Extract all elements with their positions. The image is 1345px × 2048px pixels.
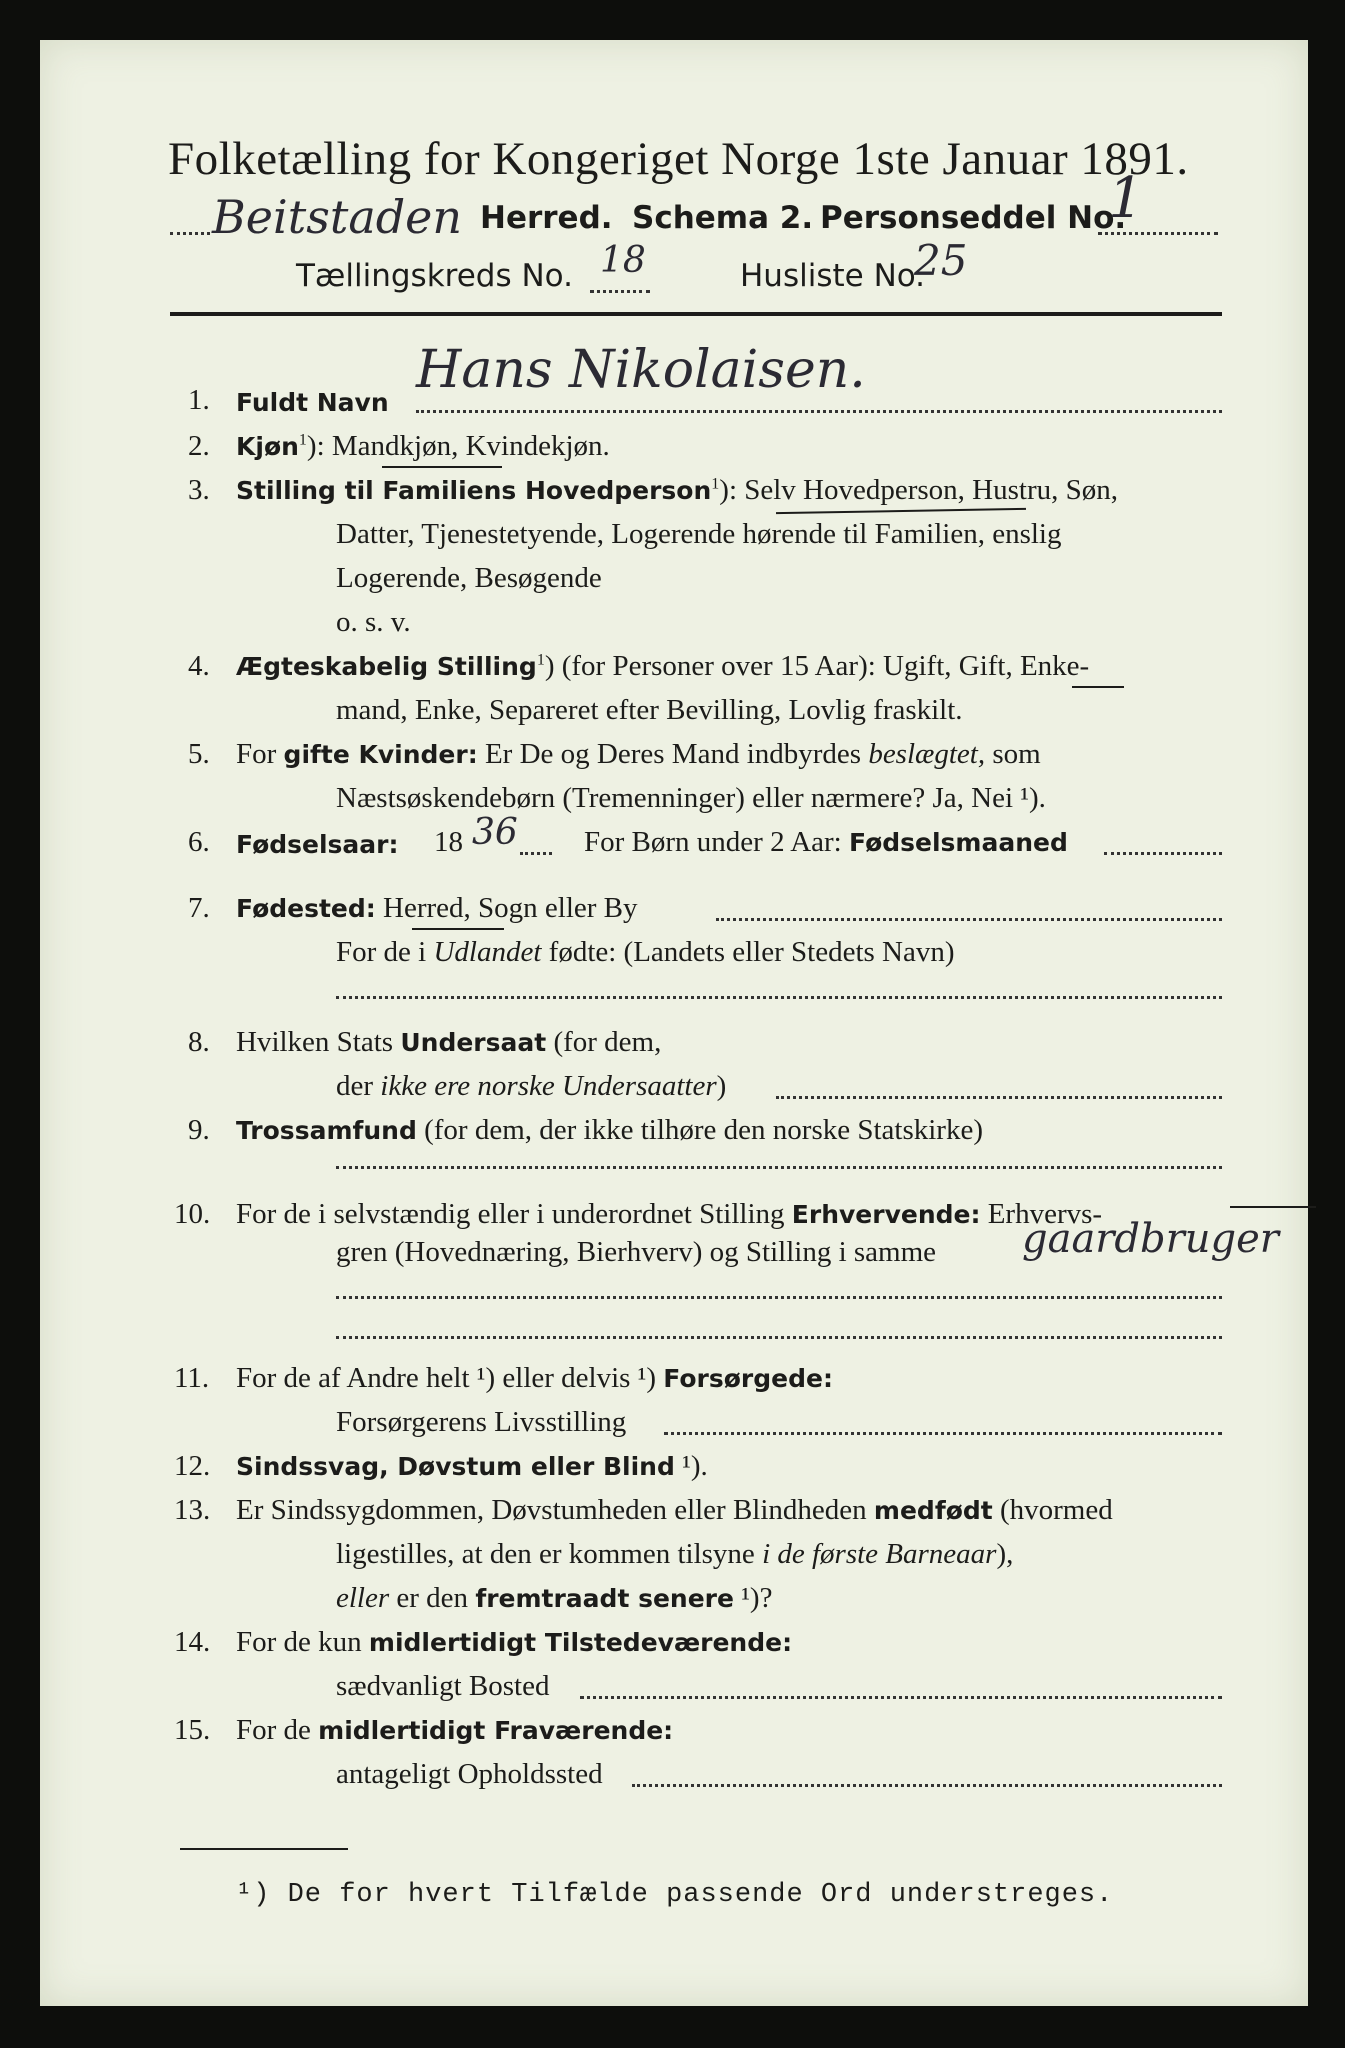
q8-dotted-line bbox=[776, 1096, 1222, 1099]
q10-margin-stroke bbox=[1230, 1206, 1316, 1208]
herred-label: Herred. bbox=[480, 200, 613, 236]
q15-dotted-line bbox=[632, 1784, 1222, 1787]
q3-text: ): Selv Hovedperson, Hustru, Søn, bbox=[719, 474, 1119, 506]
q3-line3: Logerende, Besøgende bbox=[336, 562, 602, 594]
q3-sup: 1 bbox=[711, 475, 720, 493]
q9-dotted-line bbox=[336, 1166, 1222, 1169]
q11-line2: Forsørgerens Livsstilling bbox=[336, 1406, 627, 1438]
q3-underline-mark bbox=[776, 508, 1026, 514]
q9-text: (for dem, der ikke tilhøre den norske Statskirke) bbox=[416, 1114, 983, 1146]
q14-line2: sædvanligt Bosted bbox=[336, 1670, 550, 1702]
q13-line2 bbox=[336, 1538, 1013, 1571]
q8-label: Undersaat bbox=[400, 1028, 547, 1057]
q7-line1 bbox=[236, 892, 638, 925]
q13-line2-a: ligestilles, at den er kommen tilsyne bbox=[336, 1538, 763, 1570]
q2-label: Kjøn bbox=[236, 432, 299, 461]
footnote-text: ¹) De for hvert Tilfælde passende Ord understreges. bbox=[236, 1880, 1114, 1910]
q14-line1 bbox=[236, 1626, 792, 1659]
q10-pre: For de i selvstændig eller i underordnet Stilling bbox=[236, 1198, 792, 1230]
footnote-rule bbox=[180, 1848, 348, 1850]
q5-number: 5. bbox=[188, 738, 210, 770]
q6-year-value: 36 bbox=[472, 812, 518, 853]
q10-label: Erhvervende: bbox=[791, 1200, 981, 1229]
q13-line3-b: ¹)? bbox=[733, 1582, 773, 1614]
herred-dotted-line bbox=[170, 232, 210, 235]
q10-number: 10. bbox=[174, 1198, 211, 1230]
q7-line2-b: fødte: (Landets eller Stedets Navn) bbox=[541, 936, 955, 968]
q10-text: Erhvervs- bbox=[980, 1198, 1103, 1230]
q13-text: (hvormed bbox=[992, 1494, 1113, 1526]
q1-dotted-line bbox=[416, 410, 1222, 413]
herred-value: Beitstaden bbox=[212, 190, 463, 244]
q7-line2-italic: Udlandet bbox=[433, 936, 542, 968]
q8-line1 bbox=[236, 1026, 661, 1059]
q13-number: 13. bbox=[174, 1494, 211, 1526]
q6-label: Fødselsaar: bbox=[236, 830, 399, 859]
q5-text: Er De og Deres Mand indbyrdes bbox=[477, 738, 869, 770]
q5-text-b: som bbox=[985, 738, 1041, 770]
q5-label: gifte Kvinder: bbox=[283, 740, 478, 769]
q3-line1 bbox=[236, 474, 1118, 507]
q2-text: ): Mandkjøn, Kvindekjøn. bbox=[306, 430, 610, 462]
q13-line3-a: er den bbox=[389, 1582, 476, 1614]
husliste-value: 25 bbox=[914, 236, 968, 285]
q4-line1 bbox=[236, 650, 1089, 683]
q7-dotted-line bbox=[716, 918, 1222, 921]
q7-line2 bbox=[336, 936, 955, 969]
kreds-value: 18 bbox=[600, 240, 646, 281]
q1-name-value: Hans Nikolaisen. bbox=[416, 340, 866, 400]
q13-line2-italic: i de første Barneaar bbox=[762, 1538, 997, 1570]
q15-number: 15. bbox=[174, 1714, 211, 1746]
q14-label: midlertidigt Tilstedeværende: bbox=[368, 1628, 793, 1657]
q15-label: midlertidigt Fraværende: bbox=[318, 1716, 674, 1745]
kreds-dotted-line bbox=[590, 290, 650, 293]
q9-number: 9. bbox=[188, 1114, 210, 1146]
q8-line2 bbox=[336, 1070, 726, 1103]
q4-underline-mark bbox=[1072, 686, 1124, 688]
q2-sup: 1 bbox=[298, 431, 307, 449]
q13-line3-label: fremtraadt senere bbox=[475, 1584, 734, 1613]
q13-line3-italic: eller bbox=[336, 1582, 390, 1614]
q6-month-dotted-line bbox=[1104, 852, 1222, 855]
q7-foreign-dotted-line bbox=[336, 996, 1222, 999]
q11-number: 11. bbox=[174, 1362, 210, 1394]
q3-line4: o. s. v. bbox=[336, 606, 411, 638]
q6-dotted-line bbox=[520, 852, 552, 855]
q8-text: (for dem, bbox=[546, 1026, 662, 1058]
q6-number: 6. bbox=[188, 826, 210, 858]
q15-pre: For de bbox=[236, 1714, 319, 1746]
q7-number: 7. bbox=[188, 892, 210, 924]
q3-line2: Datter, Tjenestetyende, Logerende hørende til Familien, enslig bbox=[336, 518, 1062, 550]
q10-occupation-value: gaardbruger bbox=[1022, 1216, 1279, 1262]
q13-line2-b: ), bbox=[996, 1538, 1014, 1570]
q6-prefix: 18 bbox=[434, 826, 463, 858]
q5-italic: beslægtet, bbox=[868, 738, 986, 770]
personseddel-label: Personseddel No. bbox=[820, 200, 1127, 236]
q5-pre: For bbox=[236, 738, 284, 770]
q12-text: ¹). bbox=[674, 1450, 708, 1482]
q14-number: 14. bbox=[174, 1626, 211, 1658]
kreds-label: Tællingskreds No. bbox=[296, 258, 573, 294]
q10-dotted-line-2 bbox=[336, 1336, 1222, 1339]
q1-number: 1. bbox=[188, 384, 210, 416]
q11-dotted-line bbox=[664, 1432, 1222, 1435]
q11-label: Forsørgede: bbox=[663, 1364, 833, 1393]
q15-line1 bbox=[236, 1714, 673, 1747]
q6-label2: Fødselsmaaned bbox=[849, 828, 1068, 857]
q9-label: Trossamfund bbox=[236, 1116, 417, 1145]
q6-mid-text: For Børn under 2 Aar: bbox=[584, 826, 849, 858]
q12-label: Sindssvag, Døvstum eller Blind bbox=[236, 1452, 675, 1481]
q1-label: Fuldt Navn bbox=[236, 388, 389, 417]
q8-number: 8. bbox=[188, 1026, 210, 1058]
header-rule bbox=[170, 312, 1222, 316]
q4-label: Ægteskabelig Stilling bbox=[236, 652, 537, 681]
q7-underline-mark bbox=[412, 928, 504, 930]
personseddel-value: 1 bbox=[1108, 166, 1144, 231]
q10-line1 bbox=[236, 1198, 1102, 1231]
q15-line2: antageligt Opholdssted bbox=[336, 1758, 603, 1790]
q14-pre: For de kun bbox=[236, 1626, 369, 1658]
q3-label: Stilling til Familiens Hovedperson bbox=[236, 476, 712, 505]
q9-line1 bbox=[236, 1114, 983, 1147]
q14-dotted-line bbox=[580, 1696, 1222, 1699]
q4-line2: mand, Enke, Separeret efter Bevilling, Lovlig fraskilt. bbox=[336, 694, 963, 726]
census-form-page bbox=[40, 40, 1308, 2006]
schema-label: Schema 2. bbox=[632, 200, 814, 236]
q11-pre: For de af Andre helt ¹) eller delvis ¹) bbox=[236, 1362, 664, 1394]
personseddel-dotted-line bbox=[1098, 232, 1218, 235]
q3-number: 3. bbox=[188, 474, 210, 506]
q7-label: Fødested: bbox=[236, 894, 376, 923]
q4-number: 4. bbox=[188, 650, 210, 682]
husliste-label: Husliste No. bbox=[740, 258, 926, 294]
q11-line1 bbox=[236, 1362, 833, 1395]
q10-line2: gren (Hovednæring, Bierhverv) og Stilling i samme bbox=[336, 1236, 937, 1268]
q13-line3 bbox=[336, 1582, 772, 1615]
q13-label: medfødt bbox=[873, 1496, 993, 1525]
q8-line2-a: der bbox=[336, 1070, 381, 1102]
q7-line2-a: For de i bbox=[336, 936, 434, 968]
q8-line2-italic: ikke ere norske Undersaatter bbox=[380, 1070, 717, 1102]
q12-line1 bbox=[236, 1450, 708, 1483]
q13-line1 bbox=[236, 1494, 1113, 1527]
q10-dotted-line-1 bbox=[336, 1296, 1222, 1299]
q2-underline-mark bbox=[382, 466, 502, 468]
q2-number: 2. bbox=[188, 430, 210, 462]
q13-pre: Er Sindssygdommen, Døvstumheden eller Blindheden bbox=[236, 1494, 874, 1526]
q8-line2-b: ) bbox=[716, 1070, 727, 1102]
q6-mid bbox=[584, 826, 1068, 859]
q4-sup: 1 bbox=[536, 651, 545, 669]
q4-text: ) (for Personer over 15 Aar): Ugift, Gift, Enke- bbox=[544, 650, 1090, 682]
q7-text: Herred, Sogn eller By bbox=[375, 892, 638, 924]
form-title: Folketælling for Kongeriget Norge 1ste Januar 1891. bbox=[168, 133, 1189, 185]
q12-number: 12. bbox=[174, 1450, 211, 1482]
q5-line1 bbox=[236, 738, 1041, 771]
q5-line2: Næstsøskendebørn (Tremenninger) eller nærmere? Ja, Nei ¹). bbox=[336, 782, 1046, 814]
q2-line bbox=[236, 430, 610, 463]
q8-pre: Hvilken Stats bbox=[236, 1026, 401, 1058]
